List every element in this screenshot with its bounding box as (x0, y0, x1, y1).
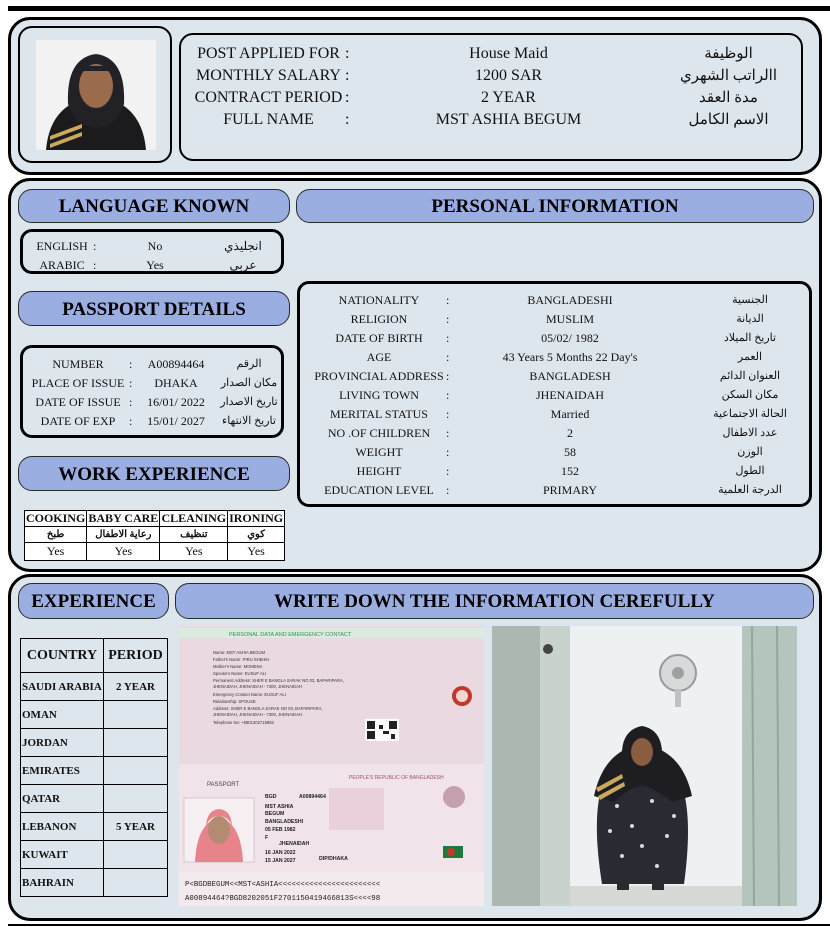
skill-value: Yes (160, 543, 228, 561)
language-heading: LANGUAGE KNOWN (18, 189, 290, 223)
arabic-label: مدة العقد (699, 90, 758, 106)
scan-data: JHENAIDAH (279, 841, 310, 847)
period-cell (104, 757, 168, 785)
personal-field-value: 05/02/ 1982 (541, 331, 599, 345)
arabic-label: العمر (737, 351, 763, 363)
scan-mrz-line: P<BGDBEGUM<<MST<ASHIA<<<<<<<<<<<<<<<<<<<<<<< (185, 881, 381, 889)
arabic-label: الحالة الاجتماعية (713, 408, 787, 420)
candidate-photo (36, 40, 156, 150)
post-applied-row: POST APPLIED FOR : House Maid الوظيفة (181, 43, 801, 65)
personal-info-row: PROVINCIAL ADDRESS : BANGLADESH العنوان الدائم (300, 367, 809, 386)
scan-data: 05 FEB 1982 (265, 827, 296, 833)
personal-field-value: 58 (564, 445, 576, 459)
scan-data: MST ASHIA (265, 804, 294, 810)
work-heading: WORK EXPERIENCE (18, 456, 290, 491)
personal-field-value: JHENAIDAH (536, 388, 604, 402)
language-row: ARABIC : Yes عربي (23, 256, 281, 275)
country-cell: SAUDI ARABIA (21, 673, 104, 701)
field-label: MONTHLY SALARY (196, 67, 341, 84)
period-column-header: PERIOD (104, 639, 168, 673)
passport-field-label: DATE OF ISSUE (35, 395, 121, 409)
arabic-label: مكان السكن (721, 389, 779, 401)
arabic-label: العنوان الدائم (719, 370, 781, 382)
passport-row: DATE OF EXP : 15/01/ 2027 تاريخ الانتهاء (23, 412, 281, 431)
personal-field-value: MUSLIM (545, 312, 594, 326)
scan-data: A00894464 (299, 794, 326, 800)
period-cell (104, 785, 168, 813)
personal-field-label: HEIGHT (356, 464, 402, 478)
post-applied-value: House Maid (469, 45, 548, 62)
scan-field: Father's Name: PIRU SHEIKH (213, 657, 270, 662)
top-rule (8, 6, 830, 11)
period-cell (104, 729, 168, 757)
passport-heading: PASSPORT DETAILS (18, 291, 290, 326)
personal-info-row: WEIGHT : 58 الوزن (300, 443, 809, 462)
personal-info-row: HEIGHT : 152 الطول (300, 462, 809, 481)
personal-field-value: 2 (567, 426, 573, 440)
personal-field-label: DATE OF BIRTH (335, 331, 423, 345)
period-cell: 5 YEAR (104, 813, 168, 841)
skill-header: CLEANING (161, 511, 227, 525)
scan-field: JHENAIDAH, JHENAIDAH - 7300, JHENAIDAH (213, 712, 302, 717)
arabic-label: مكان الصدار (220, 377, 278, 389)
personal-field-label: MERITAL STATUS (330, 407, 428, 421)
personal-field-label: PROVINCIAL ADDRESS (314, 369, 444, 383)
skill-header-arabic: طبخ (25, 527, 87, 543)
scan-data: BEGUM (265, 811, 285, 817)
skill-value: Yes (228, 543, 285, 561)
scan-data: DIP/DHAKA (319, 856, 348, 862)
passport-field-value: 16/01/ 2022 (147, 395, 205, 409)
personal-field-label: EDUCATION LEVEL (324, 483, 434, 497)
skill-value: Yes (87, 543, 160, 561)
scan-data: BANGLADESHI (265, 819, 304, 825)
personal-field-label: LIVING TOWN (339, 388, 419, 402)
application-summary (179, 33, 803, 161)
arabic-label: عدد الاطفال (722, 427, 778, 439)
scan-field: Permanent Address: SHER E BANGLA SARAK NO 03, BAPARIPARA, (213, 678, 344, 683)
arabic-label: الديانة (736, 313, 764, 325)
personal-info-row: RELIGION : MUSLIM الديانة (300, 310, 809, 329)
contract-value: 2 YEAR (481, 89, 536, 106)
field-label: POST APPLIED FOR (197, 45, 340, 62)
personal-info-row: NATIONALITY : BANGLADESHI الجنسية (300, 291, 809, 310)
salary-value: 1200 SAR (474, 67, 543, 84)
scan-data: F (265, 835, 269, 841)
country-cell: EMIRATES (21, 757, 104, 785)
experience-heading: EXPERIENCE (18, 583, 169, 619)
personal-field-value: BANGLADESHI (527, 293, 613, 307)
personal-field-label: WEIGHT (355, 445, 403, 459)
personal-info-row: LIVING TOWN : JHENAIDAH مكان السكن (300, 386, 809, 405)
arabic-label: تاريخ الانتهاء (222, 415, 276, 427)
personal-heading: PERSONAL INFORMATION (296, 189, 814, 223)
arabic-label: الوزن (737, 446, 763, 458)
skill-header-arabic: كوي (228, 527, 285, 543)
skill-header: IRONING (229, 511, 284, 525)
personal-field-label: RELIGION (350, 312, 408, 326)
scan-field: Relationship: SPOUSE (213, 699, 256, 704)
scan-country: PEOPLE'S REPUBLIC OF BANGLADESH (349, 775, 444, 781)
country-cell: QATAR (21, 785, 104, 813)
bottom-rule (8, 924, 830, 926)
language-row: ENGLISH : No انجليذي (23, 237, 281, 256)
scan-banner: PERSONAL DATA AND EMERGENCY CONTACT (229, 632, 352, 638)
language-value: No (147, 239, 163, 253)
scan-passport-word: PASSPORT (207, 782, 240, 788)
arabic-label: االراتب الشهري (679, 68, 778, 84)
full-body-photo (492, 626, 797, 906)
arabic-label: تاريخ الاصدار (220, 396, 278, 408)
personal-box (297, 281, 812, 507)
passport-box (20, 345, 284, 438)
skill-header-arabic: رعاية الاطفال (87, 527, 160, 543)
scan-field: Spouse's Name: EUSUF ALI (213, 671, 267, 676)
work-skills-table (24, 510, 285, 561)
passport-field-label: NUMBER (52, 357, 104, 371)
country-cell: LEBANON (21, 813, 104, 841)
arabic-label: تاريخ الميلاد (723, 332, 777, 344)
passport-scan-image (179, 626, 484, 906)
scan-field: Telephone No: +8801302715882 (213, 720, 274, 725)
personal-field-value: 152 (561, 464, 579, 478)
experience-table (20, 638, 168, 897)
arabic-label: عربي (229, 258, 257, 272)
personal-info-row: AGE : 43 Years 5 Months 22 Day's العمر (300, 348, 809, 367)
scan-field: Mother's Name: MOMENA (213, 664, 263, 669)
arabic-label: انجليذي (224, 239, 262, 253)
country-cell: BAHRAIN (21, 869, 104, 897)
personal-field-value: PRIMARY (542, 483, 598, 497)
scan-data: BGD (265, 794, 277, 800)
personal-field-label: AGE (366, 350, 392, 364)
scan-field: Address: SHER E BANGLA SARAK NO 03, BAPARIPARA, (213, 706, 323, 711)
personal-info-row: NO .OF CHILDREN : 2 عدد الاطفال (300, 424, 809, 443)
arabic-label: الجنسية (732, 294, 768, 306)
passport-row: PLACE OF ISSUE : DHAKA مكان الصدار (23, 374, 281, 393)
period-cell (104, 701, 168, 729)
personal-info-row: MERITAL STATUS : Married الحالة الاجتماعية (300, 405, 809, 424)
passport-field-value: 15/01/ 2027 (147, 414, 205, 428)
arabic-label: الوظيفة (704, 46, 753, 62)
passport-row: NUMBER : A00894464 الرقم (23, 355, 281, 374)
skill-header: COOKING (25, 511, 86, 525)
salary-row: MONTHLY SALARY : 1200 SAR االراتب الشهري (181, 65, 801, 87)
period-cell (104, 869, 168, 897)
personal-field-label: NATIONALITY (338, 293, 420, 307)
scan-mrz-line: A00894464?BGD8202051F2701150419466813S<<<<98 (185, 895, 381, 903)
country-cell: OMAN (21, 701, 104, 729)
personal-info-row: DATE OF BIRTH : 05/02/ 1982 تاريخ الميلاد (300, 329, 809, 348)
language-box (20, 229, 284, 274)
language-label: ARABIC (39, 258, 85, 272)
country-column-header: COUNTRY (21, 639, 104, 673)
personal-info-row: EDUCATION LEVEL : PRIMARY الدرجة العلمية (300, 481, 809, 500)
language-value: Yes (146, 258, 164, 272)
language-label: ENGLISH (36, 239, 88, 253)
passport-field-value: A00894464 (147, 357, 205, 371)
scan-field: Emergency Contact Name: EUSUF ALI (213, 692, 286, 697)
period-cell (104, 841, 168, 869)
personal-field-value: Married (550, 407, 590, 421)
arabic-label: الاسم الكامل (688, 112, 769, 128)
arabic-label: الدرجة العلمية (718, 484, 782, 496)
contract-row: CONTRACT PERIOD : 2 YEAR مدة العقد (181, 87, 801, 109)
scan-data: 15 JAN 2027 (265, 858, 296, 864)
full-name-value: MST ASHIA BEGUM (435, 111, 582, 128)
scan-data: 16 JAN 2022 (265, 850, 296, 856)
personal-field-value: 43 Years 5 Months 22 Day's (502, 350, 638, 364)
scan-field: Name: MST ASHIA BEGUM (213, 650, 266, 655)
skill-header: BABY CARE (88, 511, 159, 525)
passport-row: DATE OF ISSUE : 16/01/ 2022 تاريخ الاصدار (23, 393, 281, 412)
passport-field-label: PLACE OF ISSUE (31, 376, 125, 390)
arabic-label: الرقم (236, 358, 262, 370)
full-name-row: FULL NAME : MST ASHIA BEGUM الاسم الكامل (181, 109, 801, 131)
period-cell: 2 YEAR (104, 673, 168, 701)
country-cell: JORDAN (21, 729, 104, 757)
field-label: CONTRACT PERIOD (194, 89, 343, 106)
skill-value: Yes (25, 543, 87, 561)
scan-field: JHENAIDAH, JHENAIDAH - 7300, JHENAIDAH (213, 684, 302, 689)
field-label: FULL NAME (223, 111, 314, 128)
personal-field-value: BANGLADESH (529, 369, 611, 383)
passport-field-value: DHAKA (154, 376, 198, 390)
skill-header-arabic: تنظيف (160, 527, 228, 543)
instruction-heading: WRITE DOWN THE INFORMATION CEREFULLY (175, 583, 814, 619)
arabic-label: الطول (735, 465, 765, 477)
personal-field-label: NO .OF CHILDREN (327, 426, 431, 440)
passport-field-label: DATE OF EXP (40, 414, 116, 428)
country-cell: KUWAIT (21, 841, 104, 869)
